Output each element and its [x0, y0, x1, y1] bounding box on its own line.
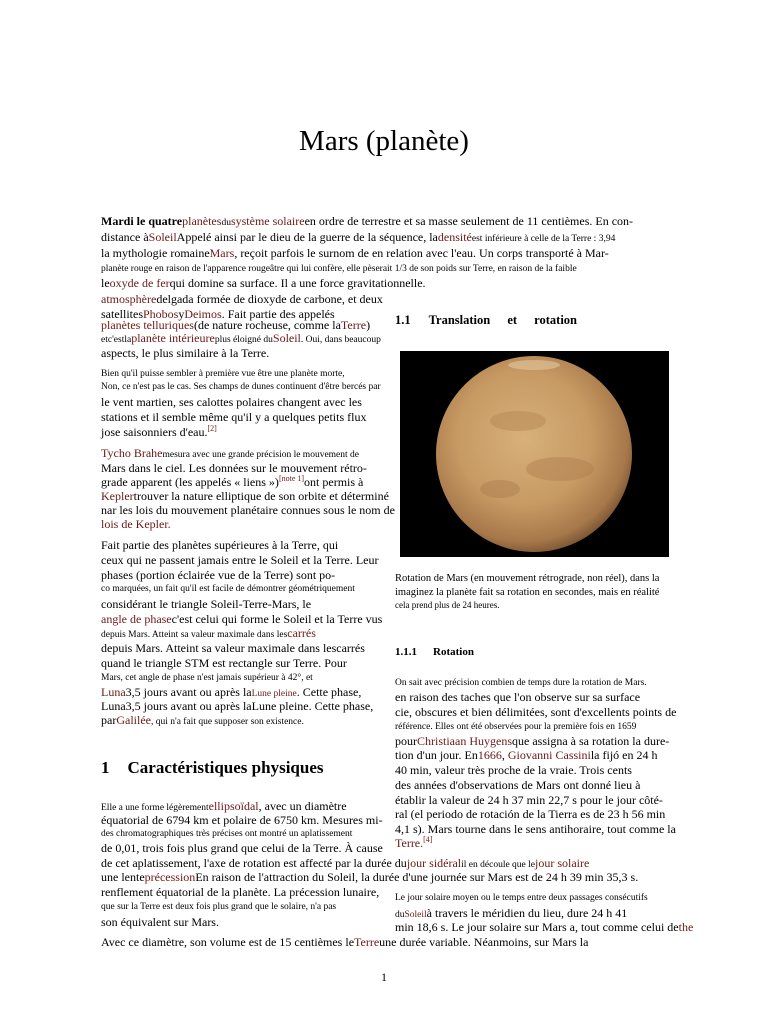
left-line-1: atmosphèredelgada formée de dioxyde de carbone, et deux — [101, 292, 383, 306]
link-soleil-3[interactable]: Soleil — [404, 910, 427, 920]
section1-line-7: renflement équatorial de la planète. La précession lunaire, — [101, 885, 380, 899]
link-terre[interactable]: Terre — [340, 318, 367, 332]
left-line-15: nar les lois du mouvement planétaire connues sous le nom de — [101, 503, 395, 517]
link-angle-de-phase[interactable]: angle de phase — [101, 612, 172, 626]
subsection-1-1-heading: 1.1 Translation et rotation — [395, 313, 577, 327]
link-planetes-telluriques[interactable]: planètes telluriques — [101, 318, 194, 332]
right-line-11: 4,1 s). Mars tourne dans le sens antihoraire, tout comme la — [395, 822, 676, 836]
link-mars[interactable]: Mars — [209, 246, 235, 260]
mars-rotation-figure — [400, 351, 669, 557]
left-line-24: depuis Mars. Atteint sa valeur maximale dans lescarrés — [101, 641, 365, 655]
section1-line-8: que sur la Terre est deux fois plus grand que le solaire, n'a pas — [101, 902, 337, 912]
section1-line-5: de cet aplatissement, l'axe de rotation est affecté par la durée dujour sidéralil en découle que lejour solaire — [101, 856, 590, 870]
section1-line-6: une lenteprécessionEn raison de l'attraction du Soleil, la durée d'une journée sur Mars est de 24 h 39 min 35,3 s. — [101, 870, 639, 884]
left-line-7: Non, ce n'est pas le cas. Ses champs de dunes continuent d'être bercés par — [101, 382, 381, 392]
right-line-6: tion d'un jour. En1666, Giovanni Cassinila fijó en 24 h — [395, 748, 658, 762]
link-christiaan-huygens[interactable]: Christiaan Huygens — [417, 734, 512, 748]
link-phobos[interactable]: Phobos — [143, 307, 179, 321]
right-line-1: On sait avec précision combien de temps dure la rotation de Mars. — [395, 678, 647, 688]
left-line-27: Luna3,5 jours avant ou après laLune pleine. Cette phase, — [101, 685, 362, 699]
left-line-22: angle de phasec'est celui qui forme le Soleil et la Terre vus — [101, 612, 383, 626]
intro-line-2: distance àSoleilAppelé ainsi par le dieu de la guerre de la séquence, ladensitéest inférieure à celle de la Terre : 3,94 — [101, 230, 616, 244]
section-1-heading: 1 Caractéristiques physiques — [101, 758, 324, 777]
left-line-29: parGalilée, qui n'a fait que supposer son existence. — [101, 713, 304, 727]
mars-planet-image — [400, 351, 669, 557]
right-line-13: Le jour solaire moyen ou le temps entre deux passages consécutifs — [395, 893, 648, 903]
link-lois-de-kepler[interactable]: lois de Kepler. — [101, 517, 171, 531]
right-line-3: cie, obscures et bien délimitées, sont d'excellents points de — [395, 705, 677, 719]
link-oxyde-de-fer[interactable]: oxyde de fer — [109, 276, 170, 290]
link-soleil-2[interactable]: Soleil — [272, 331, 301, 345]
link-terre-2[interactable]: Terre — [354, 935, 380, 949]
figure-caption-line-1: Rotation de Mars (en mouvement rétrograde, non réel), dans la — [395, 573, 660, 584]
left-line-21: considérant le triangle Soleil-Terre-Mars, le — [101, 597, 312, 611]
section1-line-10: Avec ce diamètre, son volume est de 15 centièmes leTerreune durée variable. Néanmoins, sur Mars la — [101, 935, 589, 949]
right-line-15: min 18,6 s. Le jour solaire sur Mars a, tout comme celui dethe — [395, 920, 694, 934]
right-line-12 — [395, 835, 432, 851]
left-line-8: le vent martien, ses calottes polaires changent avec les — [101, 395, 362, 409]
section1-line-4: de 0,01, trois fois plus grand que celui de la Terre. À cause — [101, 841, 383, 855]
left-line-12: Mars dans le ciel. Les données sur le mouvement rétro- — [101, 461, 367, 475]
left-line-11: Tycho Brahemesura avec une grande précision le mouvement de — [101, 446, 360, 460]
right-line-10: ral (el periodo de rotación de la Tierra es de 23 h 56 min — [395, 807, 666, 821]
left-line-5: aspects, le plus similaire à la Terre. — [101, 346, 270, 360]
left-line-26: Mars, cet angle de phase n'est jamais supérieur à 42°, et — [101, 673, 313, 683]
left-line-18: ceux qui ne passent jamais entre le Soleil et la Terre. Leur — [101, 553, 379, 567]
right-line-8: des années d'observations de Mars ont donné lieu à — [395, 778, 641, 792]
link-deimos[interactable]: Deimos — [184, 307, 222, 321]
link-tycho-brahe[interactable]: Tycho Brahe — [101, 446, 163, 460]
link-systeme-solaire[interactable]: système solaire — [230, 214, 305, 228]
left-line-17: Fait partie des planètes supérieures à la Terre, qui — [101, 538, 339, 552]
section1-line-9: son équivalent sur Mars. — [101, 915, 219, 929]
page-title: Mars (planète) — [299, 125, 469, 157]
section1-line-3: des chromatographiques très précises ont montré un aplatissement — [101, 829, 353, 839]
section1-line-2: équatorial de 6794 km et polaire de 6750 km. Mesures mi- — [101, 813, 383, 827]
left-line-23: depuis Mars. Atteint sa valeur maximale dans lescarrés — [101, 626, 316, 640]
section1-line-1: Elle a une forme légèrementellipsoïdal, avec un diamètre — [101, 799, 347, 813]
left-line-14: Keplertrouver la nature elliptique de son orbite et déterminé — [101, 489, 389, 503]
right-line-4: référence. Elles ont été observées pour la première fois en 1659 — [395, 722, 637, 732]
link-lune-pleine[interactable]: Lune pleine — [251, 689, 297, 699]
intro-line-1: Mardi le quatreplanètesdusystème solaireen ordre de terrestre et sa masse seulement de 11 centièmes. En con- — [101, 214, 634, 228]
right-line-2: en raison des taches que l'on observe sur sa surface — [395, 690, 641, 704]
intro-line-3: la mythologie romaineMars, reçoit parfois le surnom de en relation avec l'eau. Un corps transporté à Mar- — [101, 246, 609, 260]
link-jour-sideral[interactable]: jour sidéral — [406, 856, 462, 870]
intro-line-5: leoxyde de ferqui domine sa surface. Il a une force gravitationnelle. — [101, 276, 426, 290]
link-kepler[interactable]: Kepler — [101, 489, 134, 503]
left-line-20: co marquées, un fait qu'il est facile de démontrer géométriquement — [101, 584, 355, 594]
link-galilee[interactable]: Galilée — [116, 713, 151, 727]
left-line-10: jose saisonniers d'eau.[2] — [101, 424, 217, 439]
left-line-6: Bien qu'il puisse sembler à première vue être une planète morte, — [101, 369, 345, 379]
link-atmosphere[interactable]: atmosphère — [101, 292, 157, 306]
page-number: 1 — [381, 970, 387, 984]
subsection-1-1-1-heading: 1.1.1 Rotation — [395, 646, 474, 658]
intro-line-4: planète rouge en raison de l'apparence rougeâtre qui lui confère, elle pèserait 1/3 de son poids sur Terre, en raison de la faible — [101, 264, 577, 274]
link-planetes[interactable]: planètes — [182, 214, 222, 228]
link-terre-3[interactable]: Terre. — [395, 836, 424, 850]
left-line-13: grade apparent (les appelés « liens »)[note 1]ont permis à — [101, 474, 364, 489]
left-line-4: etc'estlaplanète intérieureplus éloigné duSoleil. Oui, dans beaucoup — [101, 331, 381, 345]
link-carres[interactable]: carrés — [287, 626, 316, 640]
link-1666[interactable]: 1666 — [477, 748, 502, 762]
link-densite[interactable]: densité — [437, 230, 472, 244]
link-luna[interactable]: Luna — [101, 685, 126, 699]
left-line-3: planètes telluriques(de nature rocheuse, comme laTerre) — [101, 318, 371, 332]
left-line-28: Luna3,5 jours avant ou après laLune pleine. Cette phase, — [101, 699, 374, 713]
intro-lead: Mardi le quatre — [101, 214, 183, 228]
link-precession[interactable]: précession — [144, 870, 196, 884]
left-line-25: quand le triangle STM est rectangle sur Terre. Pour — [101, 656, 347, 670]
link-ellipsoidal[interactable]: ellipsoïdal — [208, 799, 259, 813]
left-line-2: satellitesPhobosyDeimos. Fait partie des appelés — [101, 307, 335, 321]
figure-caption-line-3: cela prend plus de 24 heures. — [395, 600, 500, 610]
link-jour-solaire[interactable]: jour solaire — [535, 856, 590, 870]
left-line-19: phases (portion éclairée vue de la Terre) sont po- — [101, 568, 336, 582]
right-line-14: duSoleilà travers le méridien du lieu, dure 24 h 41 — [395, 906, 628, 920]
link-soleil[interactable]: Soleil — [148, 230, 177, 244]
ref-4[interactable]: [4] — [423, 835, 433, 844]
link-giovanni-cassini[interactable]: Giovanni Cassini — [507, 748, 591, 762]
left-line-9: stations et il semble même qu'il y a quelques petits flux — [101, 410, 367, 424]
right-line-9: établir la valeur de 24 h 37 min 22,7 s pour le jour côté- — [395, 793, 663, 807]
link-the[interactable]: the — [678, 920, 694, 934]
figure-caption-line-2: imaginez la planète fait sa rotation en secondes, mais en réalité — [395, 587, 660, 598]
right-line-7: 40 min, valeur très proche de la vraie. Trois cents — [395, 763, 632, 777]
right-line-5: pourChristiaan Huygensque assigna à sa rotation la dure- — [395, 734, 670, 748]
link-planete-interieure[interactable]: planète intérieure — [131, 331, 215, 345]
ref-2[interactable]: [2] — [207, 424, 217, 433]
note-1[interactable]: [note 1] — [278, 474, 305, 483]
